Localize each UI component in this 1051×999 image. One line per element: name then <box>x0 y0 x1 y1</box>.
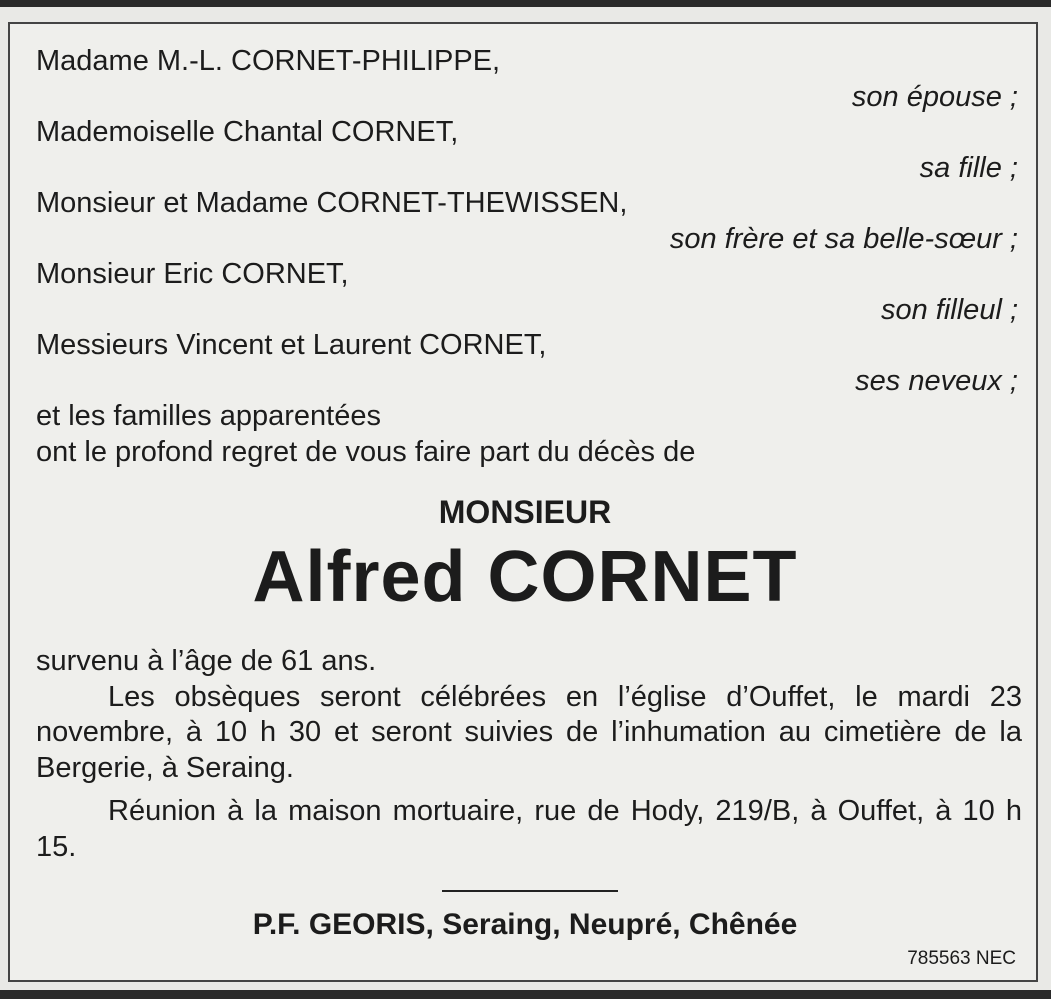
death-notice <box>8 22 1038 982</box>
family-relation-5: ses neveux ; <box>855 364 1018 397</box>
family-relation-3: son frère et sa belle-sœur ; <box>669 222 1018 255</box>
announcement-line: ont le profond regret de vous faire part du décès de <box>36 435 696 468</box>
family-name-2: Mademoiselle Chantal CORNET, <box>36 116 459 148</box>
notice-body <box>36 644 1022 865</box>
bottom-rule <box>0 990 1051 999</box>
family-list <box>36 44 1020 470</box>
family-name-5: Messieurs Vincent et Laurent CORNET, <box>36 329 547 361</box>
divider <box>442 890 618 892</box>
deceased-name: Alfred CORNET <box>252 537 798 617</box>
family-name-4: Monsieur Eric CORNET, <box>36 258 349 290</box>
meeting-paragraph: Réunion à la maison mortuaire, rue de Hody, 219/B, à Ouffet, à 10 h 15. <box>36 795 1022 863</box>
family-relation-2: sa fille ; <box>919 151 1018 184</box>
families-line: et les familles apparentées <box>36 400 381 432</box>
family-relation-4: son filleul ; <box>880 293 1018 326</box>
top-rule <box>0 0 1051 7</box>
funeral-paragraph: Les obsèques seront célébrées en l’église d’Ouffet, le mardi 23 novembre, à 10 h 30 et seront suivies de l’inhumation au cimetière de la Bergerie, à Seraing. <box>36 680 1022 784</box>
honorific: MONSIEUR <box>438 494 612 530</box>
age-line: survenu à l’âge de 61 ans. <box>36 645 377 677</box>
family-relation-1: son épouse ; <box>851 80 1018 113</box>
funeral-home: P.F. GEORIS, Seraing, Neupré, Chênée <box>252 908 798 941</box>
family-name-3: Monsieur et Madame CORNET-THEWISSEN, <box>36 187 628 219</box>
family-name-1: Madame M.-L. CORNET-PHILIPPE, <box>36 45 501 77</box>
reference-code: 785563 NEC <box>907 948 1016 969</box>
